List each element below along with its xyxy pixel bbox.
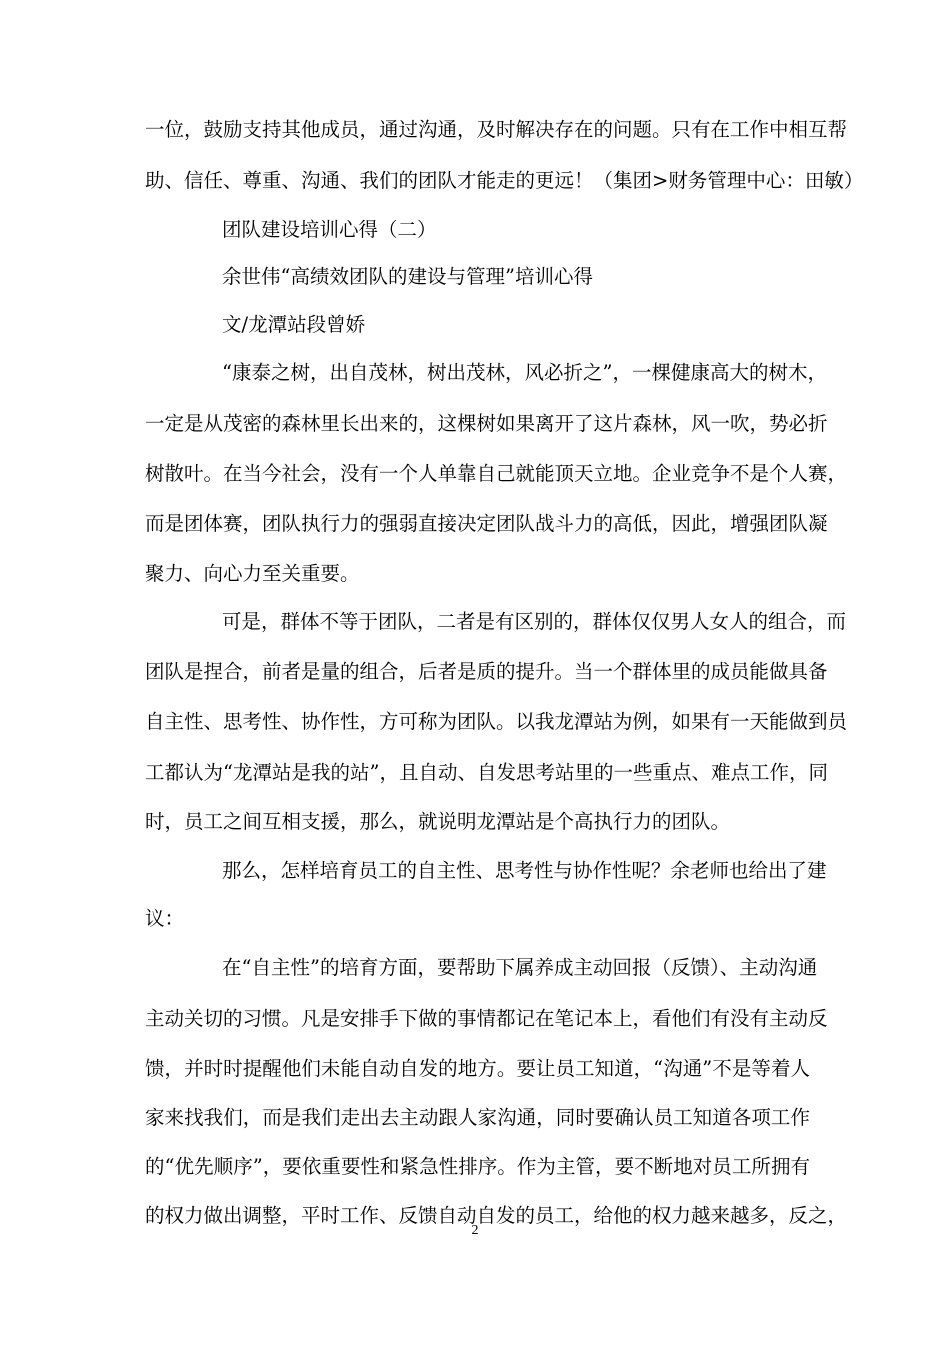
paragraph-line: 议： (145, 907, 185, 930)
paragraph-line: 家来找我们，而是我们走出去主动跟人家沟通，同时要确认员工知道各项工作 (145, 1106, 810, 1129)
paragraph-line: 工都认为“龙潭站是我的站”，且自动、自发思考站里的一些重点、难点工作，同 (145, 761, 828, 784)
paragraph-line: 主动关切的习惯。凡是安排手下做的事情都记在笔记本上，看他们有没有主动反 (145, 1007, 828, 1030)
paragraph-line: 在“自主性”的培育方面，要帮助下属养成主动回报（反馈）、主动沟通 (222, 956, 818, 979)
paragraph-line: 而是团体赛，团队执行力的强弱直接决定团队战斗力的高低，因此，增强团队凝 (145, 512, 828, 535)
paragraph-line: 树散叶。在当今社会，没有一个人单靠自己就能顶天立地。企业竞争不是个人赛， (145, 462, 848, 485)
paragraph-line: 可是，群体不等于团队，二者是有区别的，群体仅仅男人女人的组合，而 (222, 610, 847, 633)
article-author: 文/龙潭站段曾娇 (222, 313, 366, 336)
paragraph-line: 的“优先顺序”，要依重要性和紧急性排序。作为主管，要不断地对员工所拥有 (145, 1155, 810, 1178)
paragraph-line: “康泰之树，出自茂林，树出茂林，风必折之”，一棵健康高大的树木， (222, 361, 827, 384)
paragraph-line: 的权力做出调整，平时工作、反馈自动自发的员工，给他的权力越来越多，反之， (145, 1204, 848, 1227)
article-title: 余世伟“高绩效团队的建设与管理”培训心得 (222, 265, 593, 288)
page-number: 2 (471, 1223, 479, 1238)
paragraph-line: 一定是从茂密的森林里长出来的，这棵树如果离开了这片森林，风一吹，势必折 (145, 412, 828, 435)
paragraph-line: 那么，怎样培育员工的自主性、思考性与协作性呢？余老师也给出了建 (222, 859, 827, 882)
paragraph-line: 时，员工之间互相支援，那么，就说明龙潭站是个高执行力的团队。 (145, 810, 731, 833)
paragraph-line: 团队是捏合，前者是量的组合，后者是质的提升。当一个群体里的成员能做具备 (145, 660, 828, 683)
section-heading: 团队建设培训心得（二） (222, 218, 437, 241)
paragraph-line: 聚力、向心力至关重要。 (145, 562, 360, 585)
paragraph-line: 馈，并时时提醒他们未能自动自发的地方。要让员工知道，“沟通”不是等着人 (145, 1057, 810, 1080)
paragraph-line: 自主性、思考性、协作性，方可称为团队。以我龙潭站为例，如果有一天能做到员 (145, 710, 848, 733)
paragraph-line: 一位，鼓励支持其他成员，通过沟通，及时解决存在的问题。只有在工作中相互帮 (145, 118, 848, 141)
paragraph-line: 助、信任、尊重、沟通、我们的团队才能走的更远！（集团>财务管理中心：田敏） (145, 169, 864, 192)
